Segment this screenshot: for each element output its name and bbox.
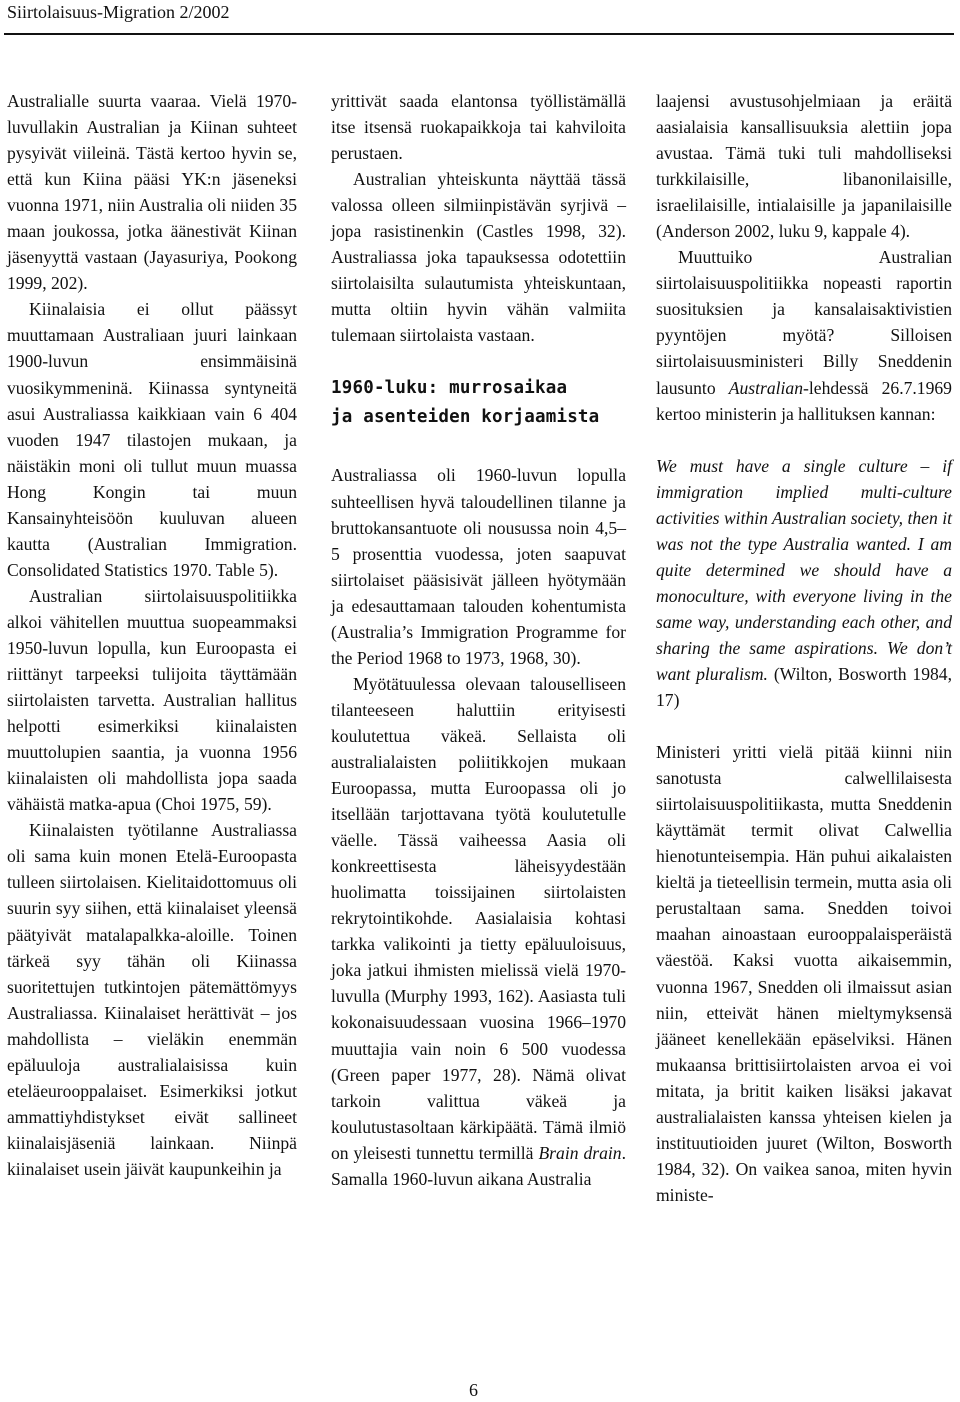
paragraph: Ministeri yritti vielä pitää kiinni niin sanotusta calwellilaisesta siirtolaisuuspolitiikasta, mutta Sneddenin käyttämät termit olivat Calwellia hienotunteisempia. Hän puhui aikalaisten kieltä ja tieteellisin termein, mutta asia oli perustaltaan sama. Snedden toivoi maahan ainoastaan eurooppalaisperäistä väestöä. Kaksi vuotta aikaisemmin, vuonna 1967, Snedden oli ilmaissut asian niin, etteivät hänen mieltymyksensä jääneet kenellekään epäselviksi. Hänen mukaansa brittisiirtolaisten arvoa ei voi mitata, ja britit kaiken lisäksi jakavat australialaisten kanssa yhteisen kielen ja instituutioiden juuret (Wilton, Bosworth 1984, 32). On vaikea sanoa, miten hyvin ministe-: [656, 742, 952, 1205]
paragraph: [331, 671, 626, 1192]
column-middle: [331, 88, 626, 1192]
section-heading-line: 1960-luku: murrosaikaa: [331, 378, 568, 399]
paragraph-text: -lehdessä 26.7.1969 kertoo ministerin ja hallituksen kannan:: [656, 377, 952, 424]
paragraph: [656, 244, 952, 426]
section-heading-line: ja asenteiden korjaamista: [331, 407, 600, 428]
block-quote: [656, 453, 952, 713]
section-heading: [331, 374, 626, 432]
column-right: [656, 88, 952, 1208]
paragraph-text: . Samalla 1960-luvun aikana Australia: [331, 1142, 626, 1189]
paragraph: Kiinalaisten työtilanne Australiassa oli sama kuin monen Etelä-Euroopasta tulleen siirtolaisen. Kielitaidottomuus oli suurin syy siihen, että kiinalaiset yleensä päätyivät matalapalkka-aloille. Toinen tärkeä syy tähän oli Kiinassa suoritettujen tutkintojen pätemättömyys Australiassa. Kiinalaiset herättivät – jos mahdollista – vieläkin enemmän epäluuloja australialaisissa kuin eteläeurooppalaiset. Esimerkiksi jotkut ammattiyhdistykset eivät sallineet kiinalaisjäseniä lainkaan. Niinpä kiinalaiset usein jäivät kaupunkeihin ja: [7, 820, 297, 1179]
paragraph: Australian siirtolaisuuspolitiikka alkoi vähitellen muuttua suopeammaksi 1950-luvun lopulla, kun Euroopasta ei riittänyt tarpeeksi tulijoita täyttämään siirtolaisten tarvetta. Australian hallitus helpotti esimerkiksi kiinalaisten muuttolupien saantia, ja vuonna 1956 kiinalaisten oli mahdollista jopa saada vähäistä matka-apua (Choi 1975, 59).: [7, 585, 297, 815]
paragraph: Australiassa oli 1960-luvun lopulla suhteellisen hyvä taloudellinen tilanne ja bruttokansantuote oli nousussa noin 4,5–5 prosenttia vuodessa, joten saapuvat siirtolaiset pääsisivät jälleen hyötymään ja edesauttamaan talouden kohentumista (Australia’s Immigration Programme for the Period 1968 to 1973, 1968, 30).: [331, 465, 626, 668]
running-header: Siirtolaisuus-Migration 2/2002: [7, 2, 230, 22]
quote-text: We must have a single culture – if immigration implied multi-culture activities within Australian society, then it was not the type Australia wanted. I am quite determined we should have a monoculture, with everyone living in the same way, understanding each other, and sharing the same aspirations. We don’t want pluralism.: [656, 455, 952, 684]
paragraph: yrittivät saada elantonsa työllistämällä itse itsensä ruokapaikkoja tai kahviloita perustaen.: [331, 91, 626, 164]
paragraph: Australian yhteiskunta näyttää tässä valossa olleen silmiinpistävän syrjivä – jopa rasistinenkin (Castles 1998, 32). Australiassa joka tapauksessa odotettiin siirtolaisilta sulautumista yhteiskuntaan, mutta oltiin hyvin vähän valmiita tulemaan siirtolaista vastaan.: [331, 169, 626, 346]
italic-publication: Australian: [728, 377, 804, 398]
paragraph: Australialle suurta vaaraa. Vielä 1970-luvullakin Australian ja Kiinan suhteet pysyivät viileinä. Tästä kertoo hyvin se, että kun Kiina pääsi YK:n jäseneksi vuonna 1971, niin Australia oli niiden 35 maan joukossa, jotka äänestivät Kiinan jäsenyyttä vastaan (Jayasuriya, Pookong 1999, 202).: [7, 91, 297, 294]
paragraph-text: Muuttuiko Australian siirtolaisuuspolitiikka nopeasti raportin suosituksien ja kansalaisaktivistien pyyntöjen myötä? Silloisen siirtolaisuusministeri Billy Sneddenin lausunto: [656, 247, 952, 398]
quote-citation: (Wilton, Bosworth 1984, 17): [656, 663, 953, 711]
italic-term: Brain drain: [538, 1142, 622, 1163]
header-rule: [4, 33, 954, 35]
paragraph: laajensi avustusohjelmiaan ja eräitä aasialaisia kansallisuuksia alettiin jopa avustaa. Tämä tuki tuli mahdolliseksi turkkilaisille, libanonilaisille, israelilaisille, intialaisille ja japanilaisille (Anderson 2002, luku 9, kappale 4).: [656, 91, 952, 242]
paragraph-text: Myötätuulessa olevaan talouselliseen tilanteeseen haluttiin erityisesti koulutettua väkeä. Sellaista oli australialaisten poliitikkojen mukaan Euroopassa, mutta Euroopassa oli jo itsellään tarjottavana työtä koulutetulle väelle. Tässä vaiheessa Aasia oli konkreettisesta läheisyydestään huolimatta toissijainen siirtolaisten rekrytointikohde. Aasialaisia kohtasi tarkka valikointi ja tietty epäluuloisuus, joka jatkui ihmisten mielissä vielä 1970-luvulla (Murphy 1993, 162). Aasiasta tuli kokonaisuudessaan vuosina 1966–1970 muuttajia vain noin 6 500 vuodessa (Green paper 1977, 28). Nämä olivat tarkoin valittua väkeä ja koulutustasoltaan kärkipäätä. Tämä ilmiö on yleisesti tunnettu termillä: [331, 673, 626, 1163]
paragraph: Kiinalaisia ei ollut päässyt muuttamaan Australiaan juuri lainkaan 1900-luvun ensimmäisinä vuosikymmeninä. Kiinassa syntyneitä asui Australiassa kaikkiaan vain 6 404 vuoden 1947 tilastojen mukaan, ja näistäkin moni oli tullut muun muassa Hong Kongin tai muun Kansainyhteisöön kuuluvan alueen kautta (Australian Immigration. Consolidated Statistics 1970. Table 5).: [7, 299, 297, 580]
page-number: 6: [469, 1380, 478, 1400]
column-left: [7, 88, 297, 1182]
